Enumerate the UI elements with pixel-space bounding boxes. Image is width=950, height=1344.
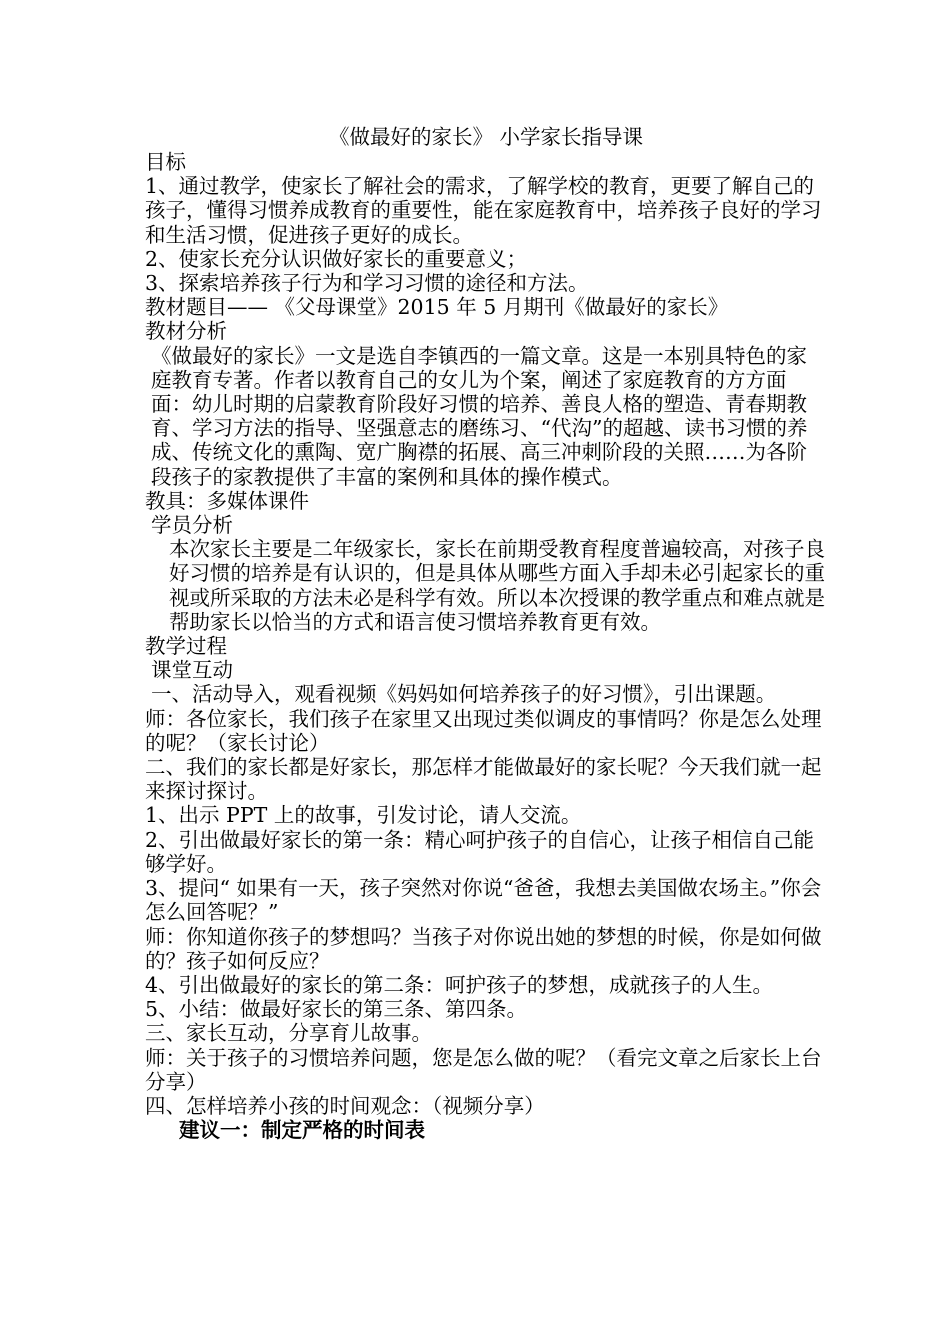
process-step-3: 三、家长互动，分享育儿故事。: [145, 1021, 432, 1046]
teacher-question-2: 师：你知道你孩子的梦想吗？当孩子对你说出她的梦想的时候，你是如何做的？孩子如何反应？: [145, 924, 822, 973]
material-title: 教材题目—— 《父母课堂》2015 年 5 月期刊《做最好的家长》: [145, 295, 729, 320]
process-substep-2: 2、引出做最好家长的第一条：精心呵护孩子的自信心，让孩子相信自己能够学好。: [145, 827, 815, 876]
teaching-tools: 教具：多媒体课件: [145, 488, 309, 513]
material-analysis-text: 《做最好的家长》一文是选自李镇西的一篇文章。这是一本别具特色的家庭教育专著。作者以教育自己的女儿为个案，阐述了家庭教育的方方面面：幼儿时期的启蒙教育阶段好习惯的培养、善良人格的塑造、青春期教育、学习方法的指导、坚强意志的磨练习、“代沟”的超越、读书习惯的养成、传统文化的熏陶、宽广胸襟的拓展、高三冲刺阶段的关照……为各阶段孩子的家教提供了丰富的案例和具体的操作模式。: [151, 343, 808, 489]
process-substep-3: 3、提问“ 如果有一天，孩子突然对你说“爸爸，我想去美国做农场主。”你会怎么回答呢？”: [145, 876, 822, 925]
heading-student-analysis: 学员分析: [151, 513, 233, 538]
goal-item-2: 2、使家长充分认识做好家长的重要意义；: [145, 246, 528, 271]
heading-goals: 目标: [145, 150, 186, 174]
process-substep-5: 5、小结：做最好家长的第三条、第四条。: [145, 997, 528, 1022]
suggestion-1-heading: 建议一：制定严格的时间表: [179, 1118, 425, 1143]
student-analysis-text: 本次家长主要是二年级家长，家长在前期受教育程度普遍较高，对孩子良好习惯的培养是有认识的，但是具体从哪些方面入手却未必引起家长的重视或所采取的方法未必是科学有效。所以本次授课的教学重点和难点就是帮助家长以恰当的方式和语言使习惯培养教育更有效。: [169, 537, 825, 634]
teacher-question-3: 师：关于孩子的习惯培养问题，您是怎么做的呢？（看完文章之后家长上台分享）: [145, 1045, 822, 1094]
process-step-1: 一、活动导入，观看视频《妈妈如何培养孩子的好习惯》，引出课题。: [151, 682, 777, 707]
process-step-2: 二、我们的家长都是好家长，那怎样才能做最好的家长呢？今天我们就一起来探讨探讨。: [145, 755, 822, 804]
document-title: 《做最好的家长》 小学家长指导课: [328, 125, 643, 149]
document-body: [145, 124, 825, 1142]
heading-class-interaction: 课堂互动: [151, 658, 233, 683]
heading-teaching-process: 教学过程: [145, 634, 227, 659]
process-substep-1: 1、出示 PPT 上的故事，引发讨论，请人交流。: [145, 803, 582, 828]
teacher-question-1: 师：各位家长，我们孩子在家里又出现过类似调皮的事情吗？你是怎么处理的呢？（家长讨论）: [145, 706, 822, 755]
process-step-4: 四、怎样培养小孩的时间观念：（视频分享）: [145, 1093, 545, 1118]
goal-item-1: 1、通过教学，使家长了解社会的需求，了解学校的教育，更要了解自己的孩子，懂得习惯养成教育的重要性，能在家庭教育中，培养孩子良好的学习和生活习惯，促进孩子更好的成长。: [145, 174, 822, 247]
process-substep-4: 4、引出做最好的家长的第二条：呵护孩子的梦想，成就孩子的人生。: [145, 972, 774, 997]
goal-item-3: 3、探索培养孩子行为和学习习惯的途径和方法。: [145, 271, 589, 296]
heading-material-analysis: 教材分析: [145, 319, 227, 344]
